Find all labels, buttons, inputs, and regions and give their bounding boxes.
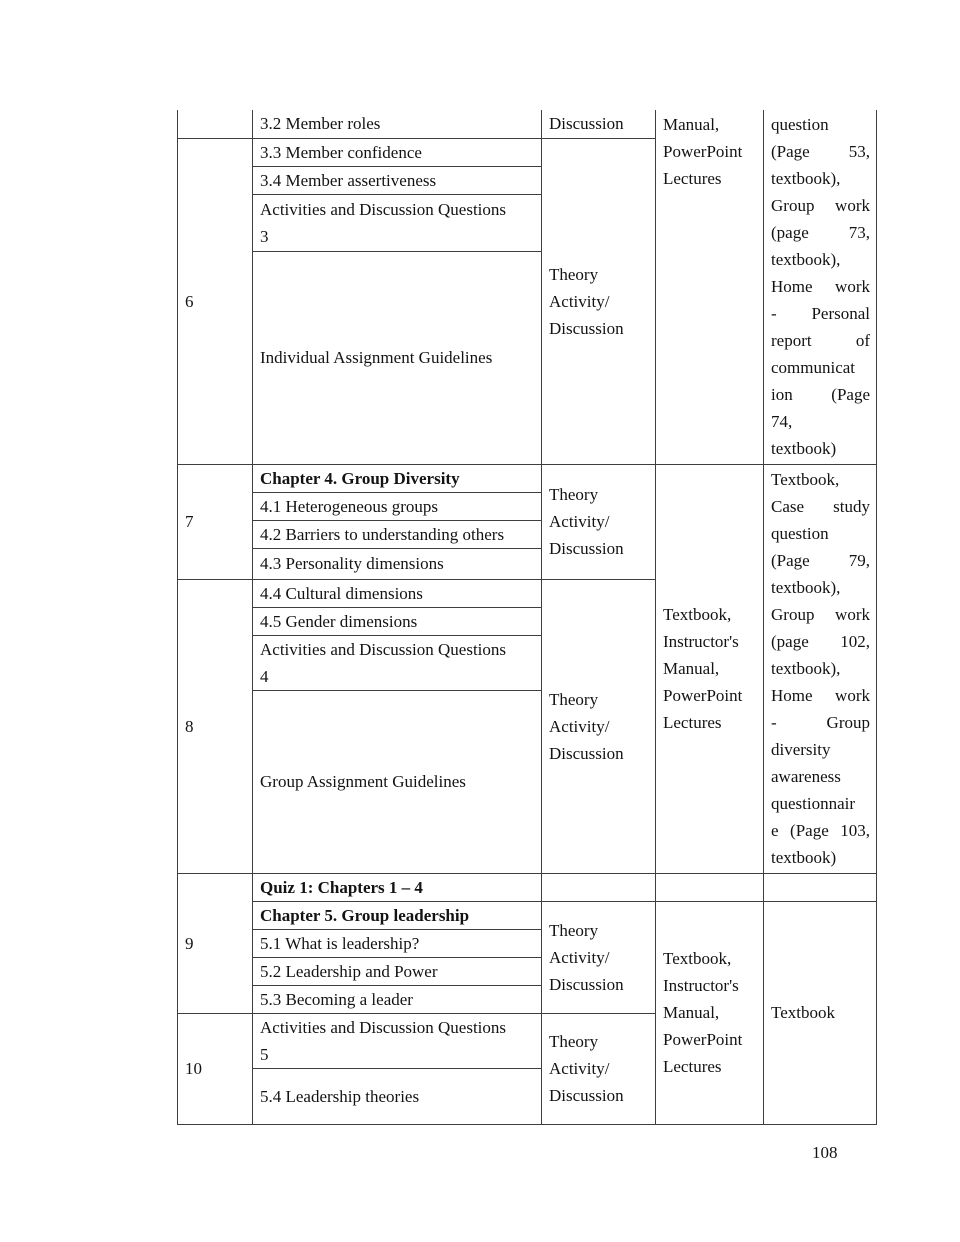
cell-materials-quiz-empty xyxy=(656,873,764,901)
cell-method-week8: Theory Activity/ Discussion xyxy=(542,579,656,873)
cell-topic-quiz-1: Quiz 1: Chapters 1 – 4 xyxy=(253,873,542,901)
cell-week-8: 8 xyxy=(178,579,253,873)
cell-method-quiz-empty xyxy=(542,873,656,901)
cell-week-10: 10 xyxy=(178,1013,253,1124)
cell-week-9: 9 xyxy=(178,873,253,1013)
cell-method-week7: Theory Activity/ Discussion xyxy=(542,464,656,579)
cell-topic-3-4-member-assertiveness: 3.4 Member assertiveness xyxy=(253,166,542,194)
cell-topic-4-1: 4.1 Heterogeneous groups xyxy=(253,492,542,520)
cell-method-week10: Theory Activity/ Discussion xyxy=(542,1013,656,1124)
page-number: 108 xyxy=(812,1143,838,1162)
cell-topic-4-2: 4.2 Barriers to understanding others xyxy=(253,520,542,548)
cell-topic-3-3-member-confidence: 3.3 Member confidence xyxy=(253,138,542,166)
cell-topic-activities-5: Activities and Discussion Questions 5 xyxy=(253,1013,542,1068)
cell-topic-5-1: 5.1 What is leadership? xyxy=(253,929,542,957)
cell-topic-group-assignment-guidelines: Group Assignment Guidelines xyxy=(253,690,542,873)
cell-week-cont xyxy=(178,110,253,138)
cell-topic-chapter-4: Chapter 4. Group Diversity xyxy=(253,464,542,492)
cell-materials-week7-8: Textbook, Instructor's Manual, PowerPoint Lectures xyxy=(656,464,764,873)
cell-method-discussion: Discussion xyxy=(542,110,656,138)
cell-assessment-week6: question (Page 53, textbook), Group work (page 73, textbook), Home work - Personal report of communicat ion (Page 74, textbook) xyxy=(764,110,877,464)
cell-week-7: 7 xyxy=(178,464,253,579)
cell-topic-activities-4: Activities and Discussion Questions 4 xyxy=(253,635,542,690)
cell-topic-4-5: 4.5 Gender dimensions xyxy=(253,607,542,635)
cell-topic-5-3: 5.3 Becoming a leader xyxy=(253,985,542,1013)
cell-topic-4-4: 4.4 Cultural dimensions xyxy=(253,579,542,607)
cell-week-6: 6 xyxy=(178,138,253,464)
cell-assessment-quiz-empty xyxy=(764,873,877,901)
cell-method-week9: Theory Activity/ Discussion xyxy=(542,901,656,1013)
cell-topic-3-2-member-roles: 3.2 Member roles xyxy=(253,110,542,138)
cell-topic-4-3: 4.3 Personality dimensions xyxy=(253,548,542,579)
cell-topic-5-2: 5.2 Leadership and Power xyxy=(253,957,542,985)
cell-assessment-week9-10: Textbook xyxy=(764,901,877,1124)
cell-assessment-week7-8: Textbook, Case study question (Page 79, textbook), Group work (page 102, textbook), Home work - Group diversity awareness questionnair e (Page 103, textbook) xyxy=(764,464,877,873)
syllabus-table xyxy=(177,110,877,1125)
cell-topic-chapter-5: Chapter 5. Group leadership xyxy=(253,901,542,929)
cell-topic-5-4: 5.4 Leadership theories xyxy=(253,1068,542,1124)
cell-method-week6: Theory Activity/ Discussion xyxy=(542,138,656,464)
cell-topic-individual-assignment-guidelines: Individual Assignment Guidelines xyxy=(253,251,542,464)
cell-materials-week9-10: Textbook, Instructor's Manual, PowerPoint Lectures xyxy=(656,901,764,1124)
cell-materials-week6: Manual, PowerPoint Lectures xyxy=(656,110,764,464)
cell-topic-activities-3: Activities and Discussion Questions 3 xyxy=(253,194,542,251)
